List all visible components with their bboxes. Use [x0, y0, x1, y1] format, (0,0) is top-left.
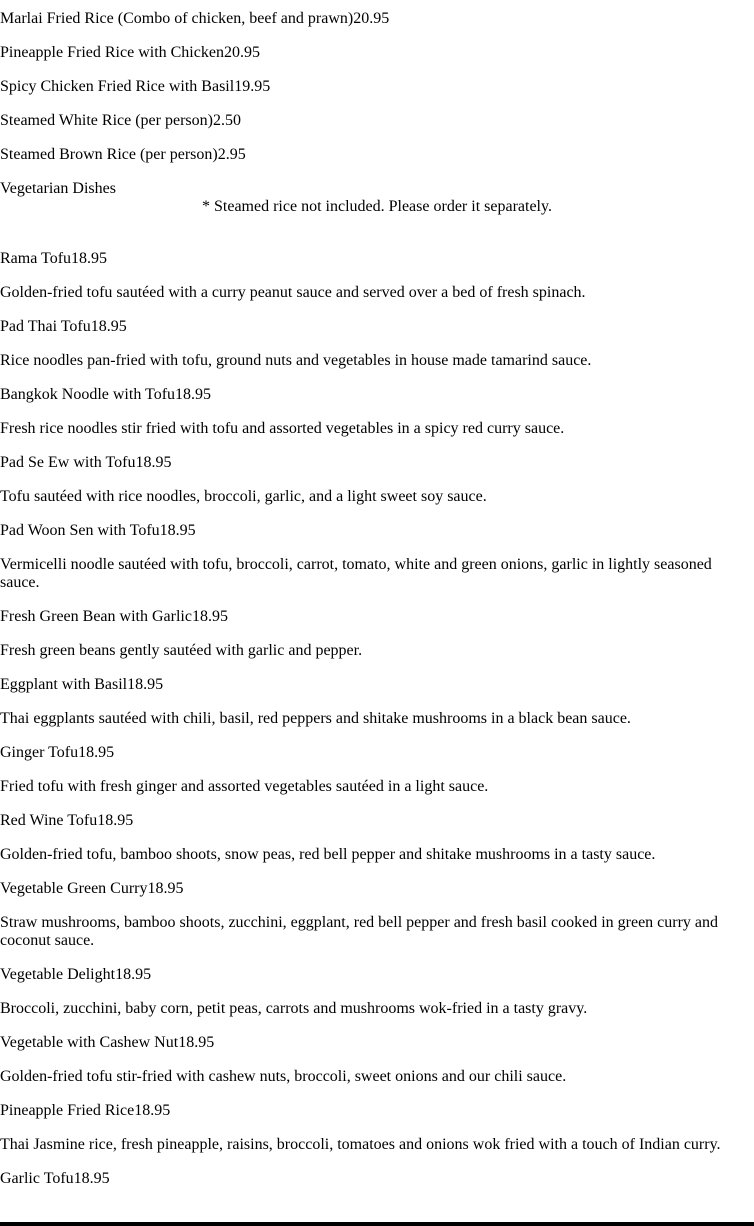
- item-name: Ginger Tofu: [0, 744, 79, 761]
- item-name: Spicy Chicken Fried Rice with Basil: [0, 78, 235, 95]
- menu-item: [0, 1102, 754, 1120]
- item-price: 18.95: [135, 454, 172, 471]
- item-description: Golden-fried tofu stir-fried with cashew nuts, broccoli, sweet onions and our chili sauce.: [0, 1068, 567, 1085]
- item-price: 18.95: [115, 966, 152, 983]
- item-description: Fresh green beans gently sautéed with garlic and pepper.: [0, 642, 363, 659]
- item-name: Rama Tofu: [0, 250, 72, 267]
- rice-not-included-note: * Steamed rice not included. Please order it separately.: [202, 198, 552, 215]
- item-name: Eggplant with Basil: [0, 676, 128, 693]
- item-price: 18.95: [78, 744, 115, 761]
- item-name: Pad Woon Sen with Tofu: [0, 522, 160, 539]
- item-price: 18.95: [178, 1034, 215, 1051]
- item-price: 2.50: [212, 112, 241, 129]
- item-description: Rice noodles pan-fried with tofu, ground nuts and vegetables in house made tamarind sauce.: [0, 352, 592, 369]
- menu-item: [0, 10, 754, 28]
- item-price: 20.95: [223, 44, 260, 61]
- item-name: Pineapple Fried Rice with Chicken: [0, 44, 224, 61]
- menu-item: [0, 744, 754, 762]
- item-name: Vegetable with Cashew Nut: [0, 1034, 179, 1051]
- menu-item: [0, 608, 754, 626]
- item-description: Thai eggplants sautéed with chili, basil, red peppers and shitake mushrooms in a black bean sauce.: [0, 710, 631, 727]
- item-name: Vegetable Green Curry: [0, 880, 148, 897]
- menu-item: [0, 318, 754, 336]
- menu-item: [0, 386, 754, 404]
- item-price: 2.95: [217, 146, 246, 163]
- item-price: 18.95: [90, 318, 127, 335]
- item-price: 20.95: [353, 10, 390, 27]
- item-description: Vermicelli noodle sautéed with tofu, broccoli, carrot, tomato, white and green onions, garlic in lightly seasoned sauce.: [0, 556, 712, 591]
- menu-item: [0, 146, 754, 164]
- item-price: 18.95: [191, 608, 228, 625]
- item-price: 18.95: [127, 676, 164, 693]
- item-name: Garlic Tofu: [0, 1170, 74, 1187]
- menu-item: [0, 966, 754, 984]
- item-price: 18.95: [71, 250, 108, 267]
- item-description: Fresh rice noodles stir fried with tofu and assorted vegetables in a spicy red curry sauce.: [0, 420, 565, 437]
- item-name: Pad Se Ew with Tofu: [0, 454, 136, 471]
- item-name: Pineapple Fried Rice: [0, 1102, 135, 1119]
- item-name: Vegetable Delight: [0, 966, 116, 983]
- rice-section: [0, 10, 754, 164]
- item-price: 18.95: [175, 386, 212, 403]
- menu-item: [0, 522, 754, 540]
- menu-item: [0, 1034, 754, 1052]
- item-description: Straw mushrooms, bamboo shoots, zucchini, eggplant, red bell pepper and fresh basil cooked in green curry and coconut sauce.: [0, 914, 719, 949]
- menu-page: [0, 10, 754, 1204]
- item-price: 18.95: [159, 522, 196, 539]
- menu-item: [0, 78, 754, 96]
- item-price: 18.95: [147, 880, 184, 897]
- menu-item: [0, 454, 754, 472]
- item-name: Marlai Fried Rice (Combo of chicken, beef and prawn): [0, 10, 354, 27]
- item-name: Steamed White Rice (per person): [0, 112, 213, 129]
- menu-item: [0, 812, 754, 830]
- item-description: Golden-fried tofu, bamboo shoots, snow peas, red bell pepper and shitake mushrooms in a tasty sauce.: [0, 846, 656, 863]
- menu-item: [0, 1170, 754, 1188]
- section-title: Vegetarian Dishes: [0, 180, 116, 197]
- item-name: Red Wine Tofu: [0, 812, 98, 829]
- item-price: 18.95: [134, 1102, 171, 1119]
- vegetarian-section: [0, 180, 754, 1188]
- item-name: Steamed Brown Rice (per person): [0, 146, 218, 163]
- item-description: Tofu sautéed with rice noodles, broccoli, garlic, and a light sweet soy sauce.: [0, 488, 487, 505]
- bottom-edge-bar: [0, 1222, 754, 1226]
- item-name: Fresh Green Bean with Garlic: [0, 608, 192, 625]
- item-name: Pad Thai Tofu: [0, 318, 91, 335]
- item-description: Fried tofu with fresh ginger and assorted vegetables sautéed in a light sauce.: [0, 778, 489, 795]
- menu-item: [0, 44, 754, 62]
- menu-item: [0, 250, 754, 268]
- menu-item: [0, 112, 754, 130]
- item-description: Broccoli, zucchini, baby corn, petit peas, carrots and mushrooms wok-fried in a tasty gravy.: [0, 1000, 588, 1017]
- item-price: 19.95: [234, 78, 271, 95]
- item-price: 18.95: [97, 812, 134, 829]
- item-price: 18.95: [73, 1170, 110, 1187]
- menu-item: [0, 880, 754, 898]
- menu-item: [0, 676, 754, 694]
- item-description: Golden-fried tofu sautéed with a curry peanut sauce and served over a bed of fresh spinach.: [0, 284, 586, 301]
- item-description: Thai Jasmine rice, fresh pineapple, raisins, broccoli, tomatoes and onions wok fried with a touch of Indian curry.: [0, 1136, 721, 1153]
- item-name: Bangkok Noodle with Tofu: [0, 386, 176, 403]
